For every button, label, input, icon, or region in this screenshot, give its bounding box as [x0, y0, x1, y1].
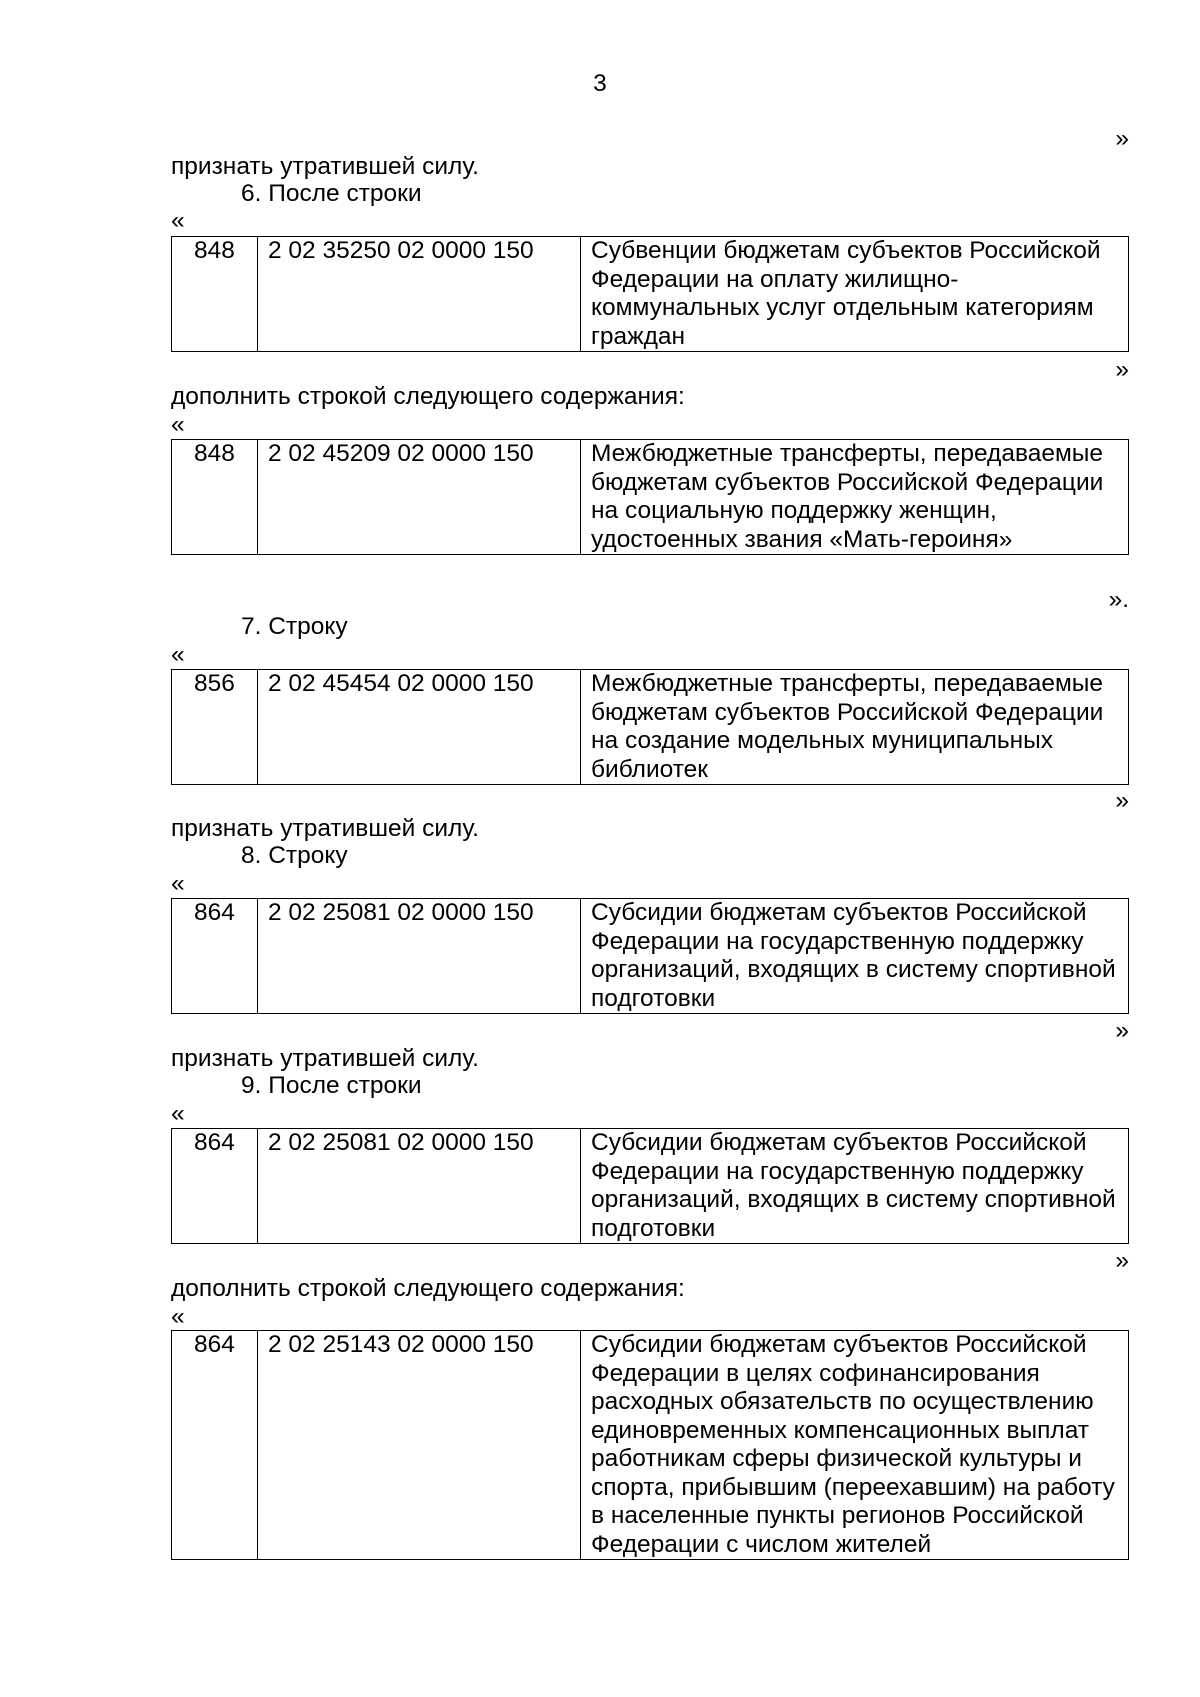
closing-quote: » [1115, 787, 1129, 814]
admin-code-cell: 864 [172, 1129, 258, 1244]
table-row [172, 1331, 1129, 1560]
item-7-heading: 7. Строку [241, 613, 348, 640]
opening-quote: « [171, 641, 185, 668]
opening-quote: « [171, 1100, 185, 1127]
kbk-code-cell: 2 02 35250 02 0000 150 [258, 237, 581, 352]
admin-code-cell: 848 [172, 440, 258, 555]
opening-quote: « [171, 207, 185, 234]
closing-quote: » [1115, 1017, 1129, 1044]
admin-code-cell: 864 [172, 899, 258, 1014]
kbk-code-cell: 2 02 25081 02 0000 150 [258, 1129, 581, 1244]
budget-code-table-2 [171, 439, 1129, 555]
table-row [172, 1129, 1129, 1244]
admin-code-cell: 864 [172, 1331, 258, 1560]
item-6-heading: 6. После строки [241, 180, 422, 207]
closing-quote: » [1115, 125, 1129, 152]
admin-code-cell: 856 [172, 670, 258, 785]
page-number: 3 [593, 70, 607, 97]
table-row [172, 899, 1129, 1014]
revenue-name-cell: Межбюджетные трансферты, передаваемые бюджетам субъектов Российской Федерации на создание модельных муниципальных библиотек [581, 670, 1129, 785]
opening-quote: « [171, 870, 185, 897]
budget-code-table-3 [171, 669, 1129, 785]
kbk-code-cell: 2 02 45454 02 0000 150 [258, 670, 581, 785]
repeal-text: признать утратившей силу. [171, 1045, 479, 1072]
revenue-name-cell: Субсидии бюджетам субъектов Российской Федерации в целях софинансирования расходных обязательств по осуществлению единовременных компенсационных выплат работникам сферы физической культуры и спорта, прибывшим (переехавшим) на работу в населенные пункты регионов Российской Федерации с числом жителей [581, 1331, 1129, 1560]
opening-quote: « [171, 411, 185, 438]
kbk-code-cell: 2 02 25143 02 0000 150 [258, 1331, 581, 1560]
revenue-name-cell: Межбюджетные трансферты, передаваемые бюджетам субъектов Российской Федерации на социальную поддержку женщин, удостоенных звания «Мать-героиня» [581, 440, 1129, 555]
kbk-code-cell: 2 02 45209 02 0000 150 [258, 440, 581, 555]
admin-code-cell: 848 [172, 237, 258, 352]
repeal-text: признать утратившей силу. [171, 815, 479, 842]
budget-code-table-5 [171, 1128, 1129, 1244]
table-row [172, 670, 1129, 785]
add-row-text: дополнить строкой следующего содержания: [171, 383, 685, 410]
closing-quote: ». [1108, 586, 1129, 613]
add-row-text: дополнить строкой следующего содержания: [171, 1275, 685, 1302]
revenue-name-cell: Субсидии бюджетам субъектов Российской Федерации на государственную поддержку организаций, входящих в систему спортивной подготовки [581, 1129, 1129, 1244]
item-9-heading: 9. После строки [241, 1072, 422, 1099]
closing-quote: » [1115, 1247, 1129, 1274]
kbk-code-cell: 2 02 25081 02 0000 150 [258, 899, 581, 1014]
table-row [172, 440, 1129, 555]
revenue-name-cell: Субсидии бюджетам субъектов Российской Федерации на государственную поддержку организаций, входящих в систему спортивной подготовки [581, 899, 1129, 1014]
revenue-name-cell: Субвенции бюджетам субъектов Российской Федерации на оплату жилищно-коммунальных услуг отдельным категориям граждан [581, 237, 1129, 352]
budget-code-table-4 [171, 898, 1129, 1014]
repeal-text: признать утратившей силу. [171, 153, 479, 180]
closing-quote: » [1115, 356, 1129, 383]
table-row [172, 237, 1129, 352]
opening-quote: « [171, 1303, 185, 1330]
budget-code-table-6 [171, 1330, 1129, 1560]
budget-code-table-1 [171, 236, 1129, 352]
item-8-heading: 8. Строку [241, 842, 348, 869]
